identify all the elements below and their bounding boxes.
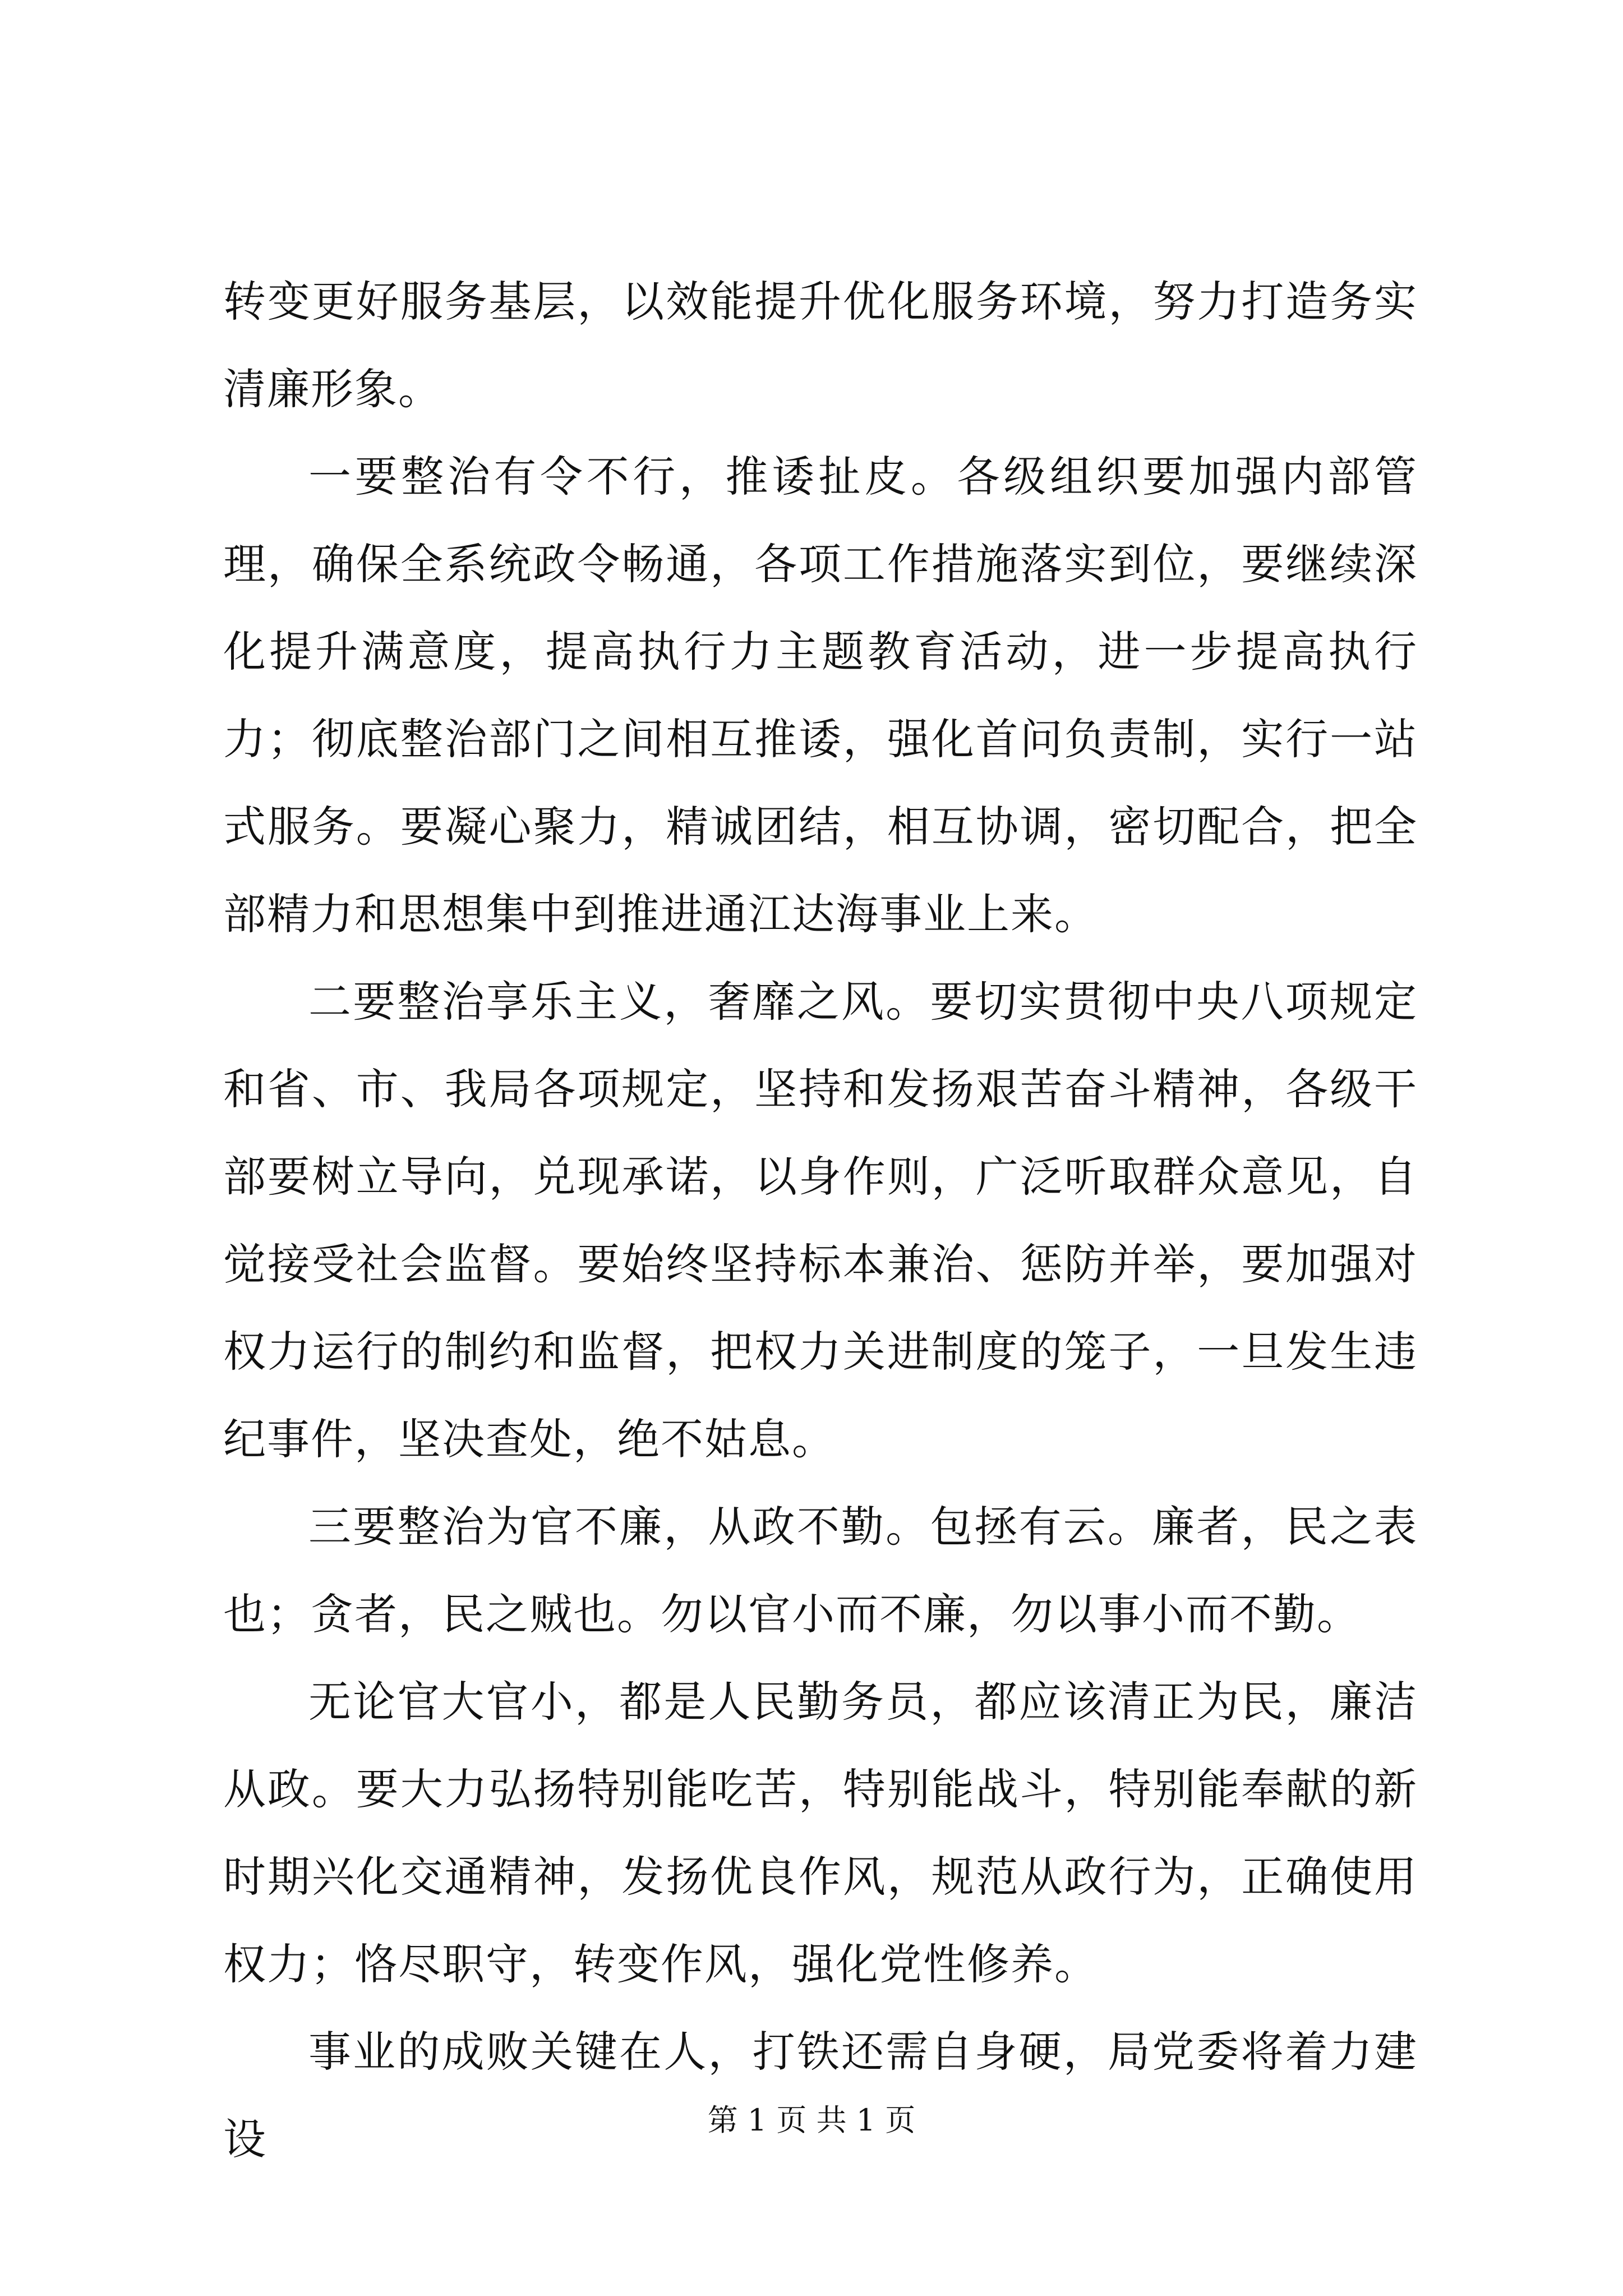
paragraph-2: 一要整治有令不行，推诿扯皮。各级组织要加强内部管理，确保全系统政令畅通，各项工作措施落实到位，要继续深化提升满意度，提高执行力主题教育活动，进一步提高执行力；彻底整治部门之间相互推诿，强化首问负责制，实行一站式服务。要凝心聚力，精诚团结，相互协调，密切配合，把全部精力和思想集中到推进通江达海事业上来。 <box>223 452 1418 939</box>
paragraph-1: 转变更好服务基层，以效能提升优化服务环境，努力打造务实清廉形象。 <box>223 277 1418 414</box>
paragraph-4: 三要整治为官不廉，从政不勤。包拯有云。廉者，民之表也；贪者，民之贼也。勿以官小而不廉，勿以事小而不勤。 <box>223 1502 1418 1639</box>
paragraph-6: 事业的成败关键在人，打铁还需自身硬，局党委将着力建设 <box>223 2027 1418 2164</box>
document-body <box>223 258 1418 2183</box>
paragraph-5: 无论官大官小，都是人民勤务员，都应该清正为民，廉洁从政。要大力弘扬特别能吃苦，特别能战斗，特别能奉献的新时期兴化交通精神，发扬优良作风，规范从政行为，正确使用权力；恪尽职守，转变作风，强化党性修养。 <box>223 1677 1418 1989</box>
paragraph-3: 二要整治享乐主义，奢靡之风。要切实贯彻中央八项规定和省、市、我局各项规定，坚持和发扬艰苦奋斗精神，各级干部要树立导向，兑现承诺，以身作则，广泛听取群众意见，自觉接受社会监督。要始终坚持标本兼治、惩防并举，要加强对权力运行的制约和监督，把权力关进制度的笼子，一旦发生违纪事件，坚决查处，绝不姑息。 <box>223 977 1418 1464</box>
page-footer: 第 1 页 共 1 页 <box>707 2102 916 2138</box>
